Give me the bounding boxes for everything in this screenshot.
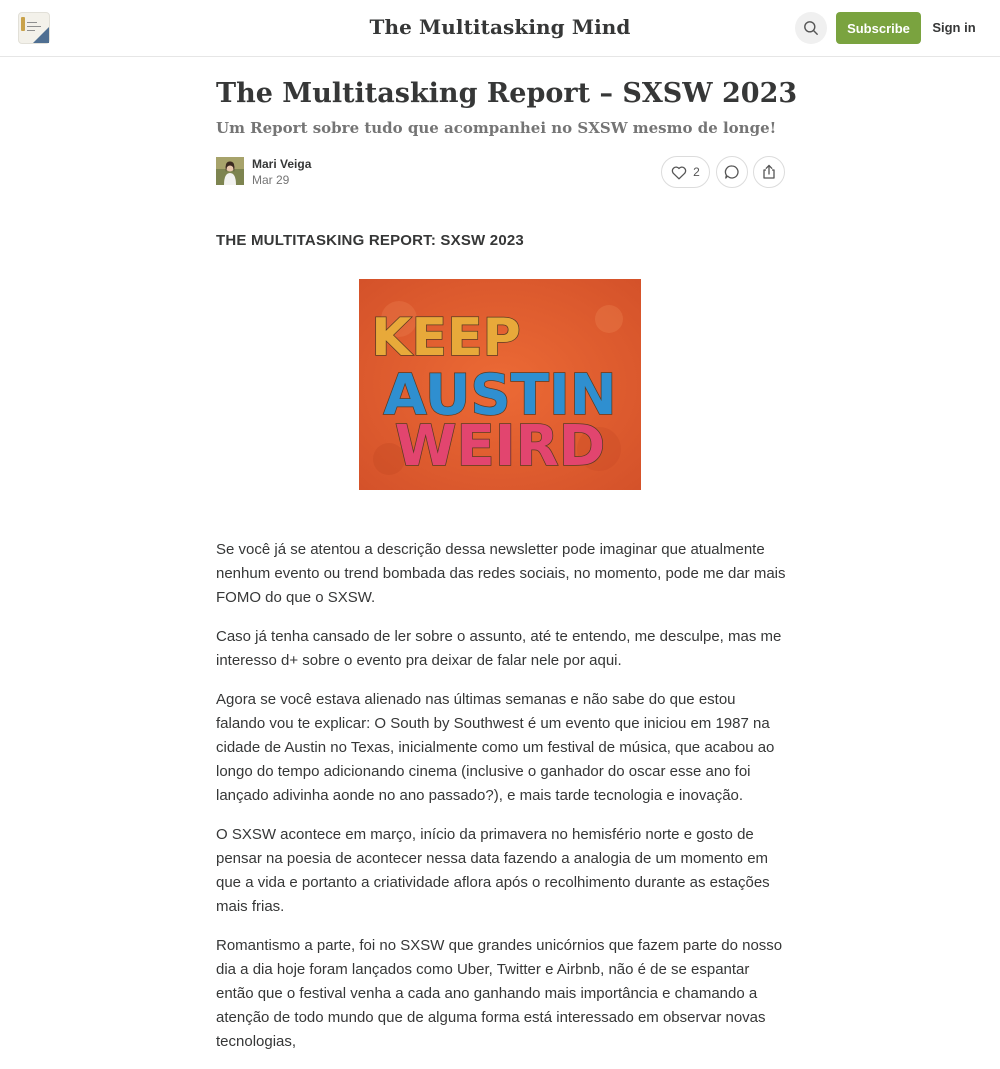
paragraph: Romantismo a parte, foi no SXSW que grandes unicórnios que fazem parte do nosso dia a dia hoje foram lançados como Uber, Twitter e Airbnb, não é de se espantar então que o festival venha a cada ano ganhando mais importância e chamando a atenção de todo mundo que de alguma forma está interessado em observar novas tecnologias, (216, 937, 783, 1050)
image-letter: AUSTIN (383, 363, 617, 428)
search-icon (803, 20, 819, 36)
paragraph: Caso já tenha cansado de ler sobre o assunto, até te entendo, me desculpe, mas me interesso d+ sobre o evento pra deixar de falar nele por aqui. (216, 628, 782, 669)
comment-button[interactable] (716, 156, 748, 188)
image-letter: KEEP (371, 308, 521, 368)
subscribe-button[interactable]: Subscribe (836, 12, 921, 44)
search-button[interactable] (795, 12, 827, 44)
heart-icon (671, 165, 687, 180)
like-count: 2 (693, 165, 700, 179)
paragraph: Se você já se atentou a descrição dessa newsletter pode imaginar que atualmente nenhum evento ou trend bombada das redes sociais, no momento, pode me dar mais FOMO do que o SXSW. (216, 541, 786, 606)
content-heading: THE MULTITASKING REPORT: SXSW 2023 (216, 232, 524, 249)
article-body (216, 538, 786, 1069)
comment-icon (724, 164, 740, 180)
publication-title[interactable]: The Multitasking Mind (369, 15, 631, 39)
image-letter: WEIRD (394, 414, 606, 479)
paragraph: O SXSW acontece em março, início da primavera no hemisfério norte e gosto de pensar na poesia de acontecer nessa data fazendo a analogia de um momento em que a vida e portanto a criatividade aflora após o recolhimento durante as estações mais frias. (216, 826, 770, 915)
post-date: Mar 29 (252, 173, 290, 187)
post-subtitle: Um Report sobre tudo que acompanhei no SXSW mesmo de longe! (216, 119, 777, 137)
sign-in-button[interactable]: Sign in (932, 20, 976, 35)
top-bar (0, 0, 1000, 57)
share-icon (761, 164, 777, 180)
keep-austin-weird-image[interactable] (359, 279, 641, 490)
author-avatar[interactable] (216, 157, 244, 185)
author-name[interactable]: Mari Veiga (252, 157, 312, 171)
post-title: The Multitasking Report – SXSW 2023 (216, 78, 798, 109)
share-button[interactable] (753, 156, 785, 188)
like-button[interactable] (661, 156, 710, 188)
paragraph: Agora se você estava alienado nas últimas semanas e não sabe do que estou falando vou te explicar: O South by Southwest é um evento que iniciou em 1987 na cidade de Austin no Texas, inicialmente como um festival de música, que acabou ao longo do tempo adicionando cinema (inclusive o ganhador do oscar esse ano foi lançado adivinha aonde no ano passado?), e mais tarde tecnologia e inovação. (216, 691, 775, 804)
